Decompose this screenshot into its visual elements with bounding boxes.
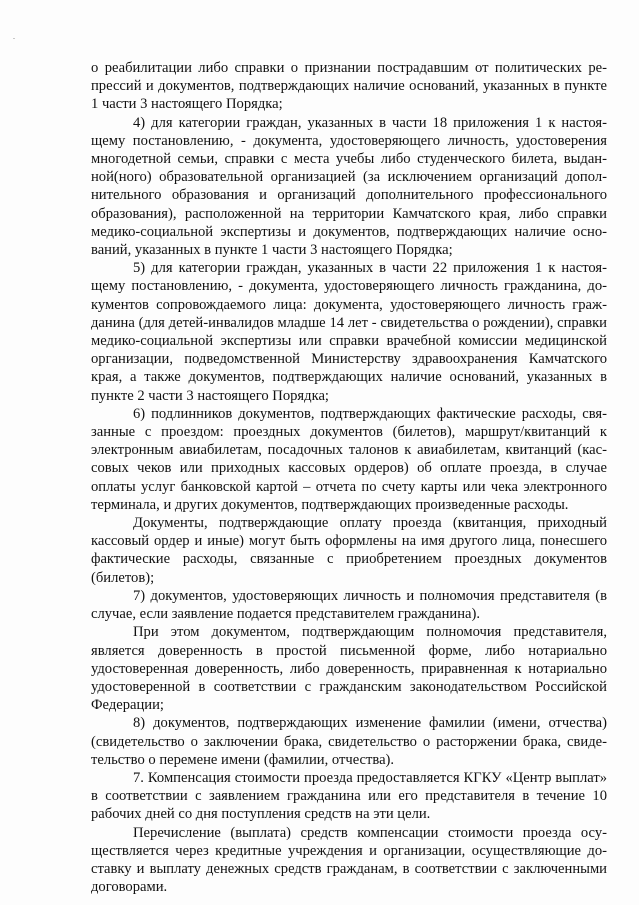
- scan-speck: [13, 38, 15, 39]
- paragraph-item-8: 8) документов, подтверждающих изменение фамилии (имени, отчества) (свидетельство о заключении брака, свидетельство о расторжении брака, свидетельство о перемене имени (фамилии, отчества).: [91, 715, 607, 768]
- paragraph-transfer: Перечисление (выплата) средств компенсации стоимости проезда осуществляется через кредитные учреждения и организации, осуществляющие доставку и выплату денежных средств гражданам, в соответствии с заключенными договорами.: [91, 824, 607, 896]
- paragraph-item-4: 4) для категории граждан, указанных в части 18 приложения 1 к настоящему постановлению, - документа, удостоверяющего личность, удостоверения многодетной семьи, справки с места учебы либо студенческого билета, выданной(ного) образовательной организацией (за исключением организаций дополнительного образования и организаций дополнительного профессионального образования), расположенной на территории Камчатского края, либо справки медико-социальной экспертизы и документов, подтверждающих наличие оснований, указанных в пункте 1 части 3 настоящего Порядка;: [91, 114, 607, 259]
- paragraph-item-7: 7) документов, удостоверяющих личность и полномочия представителя (в случае, если заявление подается представителем гражданина).: [91, 587, 607, 623]
- paragraph-section-7: 7. Компенсация стоимости проезда предоставляется КГКУ «Центр выплат» в соответствии с заявлением гражданина или его представителя в течение 10 рабочих дней со дня поступления средств на эти цели.: [91, 769, 607, 823]
- document-body: [91, 59, 607, 896]
- paragraph-representative-note: При этом документом, подтверждающим полномочия представителя, является доверенность в простой письменной форме, либо нотариально удостоверенная доверенность, либо доверенность, приравненная к нотариально удостоверенной в соответствии с гражданским законодательством Российской Федерации;: [91, 624, 607, 714]
- paragraph-item-6: 6) подлинников документов, подтверждающих фактические расходы, связанные с проездом: проездных документов (билетов), маршрут/квитанций к электронным авиабилетам, посадочных талонов к авиабилетам, квитанций (кассовых чеков или приходных кассовых ордеров) об оплате проезда, в случае оплаты услуг банковской картой – отчета по счету карты или чека электронного терминала, и других документов, подтверждающих произведенные расходы.: [91, 405, 607, 513]
- paragraph-continuation: о реабилитации либо справки о признании пострадавшим от политических репрессий и документов, подтверждающих наличие оснований, указанных в пункте 1 части 3 настоящего Порядка;: [91, 60, 607, 113]
- paragraph-item-5: 5) для категории граждан, указанных в части 22 приложения 1 к настоящему постановлению, - документа, удостоверяющего личность гражданина, документов сопровождаемого лица: документа, удостоверяющего личность гражданина (для детей-инвалидов младше 14 лет - свидетельства о рождении), справки медико-социальной экспертизы или справки врачебной комиссии медицинской организации, подведомственной Министерству здравоохранения Камчатского края, а также документов, подтверждающих наличие оснований, указанных в пункте 2 части 3 настоящего Порядка;: [91, 260, 607, 404]
- paragraph-documents-note: Документы, подтверждающие оплату проезда (квитанция, приходный кассовый ордер и иные) могут быть оформлены на имя другого лица, понесшего фактические расходы, связанные с приобретением проездных документов (билетов);: [91, 515, 607, 586]
